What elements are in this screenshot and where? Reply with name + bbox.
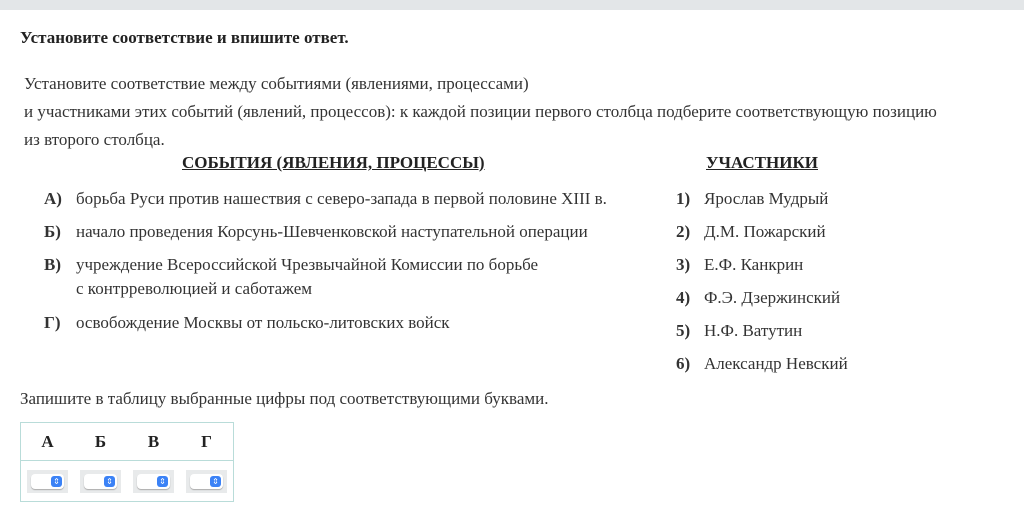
column-header-a: А [21,423,75,461]
event-item [44,187,607,211]
event-text: борьба Руси против нашествия с северо-запада в первой половине XIII в. [76,189,607,208]
instruction-line: и участниками этих событий (явлений, процессов): к каждой позиции первого столбца подберите соответствующую позицию [24,102,937,121]
participant-name: Е.Ф. Канкрин [704,255,804,274]
events-column-header: СОБЫТИЯ (ЯВЛЕНИЯ, ПРОЦЕССЫ) [182,153,485,172]
select-arrows-icon: ⇕ [210,476,221,487]
answer-select-g[interactable] [186,470,227,493]
event-text [76,253,538,301]
event-text: начало проведения Корсунь-Шевченковской наступательной операции [76,222,588,241]
answer-select-a[interactable] [27,470,68,493]
participant-item [676,255,803,275]
event-item [44,220,588,244]
participants-column-header: УЧАСТНИКИ [706,153,818,172]
participant-item [676,288,840,308]
task-instructions [24,70,1014,154]
participant-number: 2) [676,222,691,241]
instruction-line: из второго столбца. [24,130,165,149]
answer-select-v[interactable] [133,470,174,493]
participant-item [676,189,828,209]
event-letter: Б) [44,222,61,241]
answer-select-b[interactable] [80,470,121,493]
participant-name: Д.М. Пожарский [704,222,826,241]
event-text-line: учреждение Всероссийской Чрезвычайной Комиссии по борьбе [76,255,539,274]
participant-number: 3) [676,255,691,274]
event-letter: Г) [44,313,61,332]
column-header-b: Б [74,423,127,461]
top-bar [0,0,1024,10]
event-letter: В) [44,255,61,274]
participant-number: 1) [676,189,691,208]
event-letter: А) [44,189,62,208]
event-text: освобождение Москвы от польско-литовских войск [76,313,450,332]
participant-name: Ярослав Мудрый [704,189,829,208]
column-header-g: Г [180,423,234,461]
event-item [44,311,450,335]
task-heading: Установите соответствие и впишите ответ. [20,28,349,47]
answer-table [20,422,234,502]
event-text-line: с контрреволюцией и саботажем [76,279,313,298]
instruction-line: Установите соответствие между событиями (явлениями, процессами) [24,74,529,93]
answer-instruction: Запишите в таблицу выбранные цифры под соответствующими буквами. [20,389,549,408]
participant-item [676,354,848,374]
participant-name: Ф.Э. Дзержинский [704,288,841,307]
select-arrows-icon: ⇕ [104,476,115,487]
participant-item [676,321,802,341]
participant-item [676,222,826,242]
event-item [44,253,538,301]
participant-number: 4) [676,288,691,307]
column-header-v: В [127,423,180,461]
participant-name: Н.Ф. Ватутин [704,321,803,340]
select-arrows-icon: ⇕ [51,476,62,487]
participant-name: Александр Невский [704,354,848,373]
select-arrows-icon: ⇕ [157,476,168,487]
participant-number: 6) [676,354,691,373]
participant-number: 5) [676,321,691,340]
